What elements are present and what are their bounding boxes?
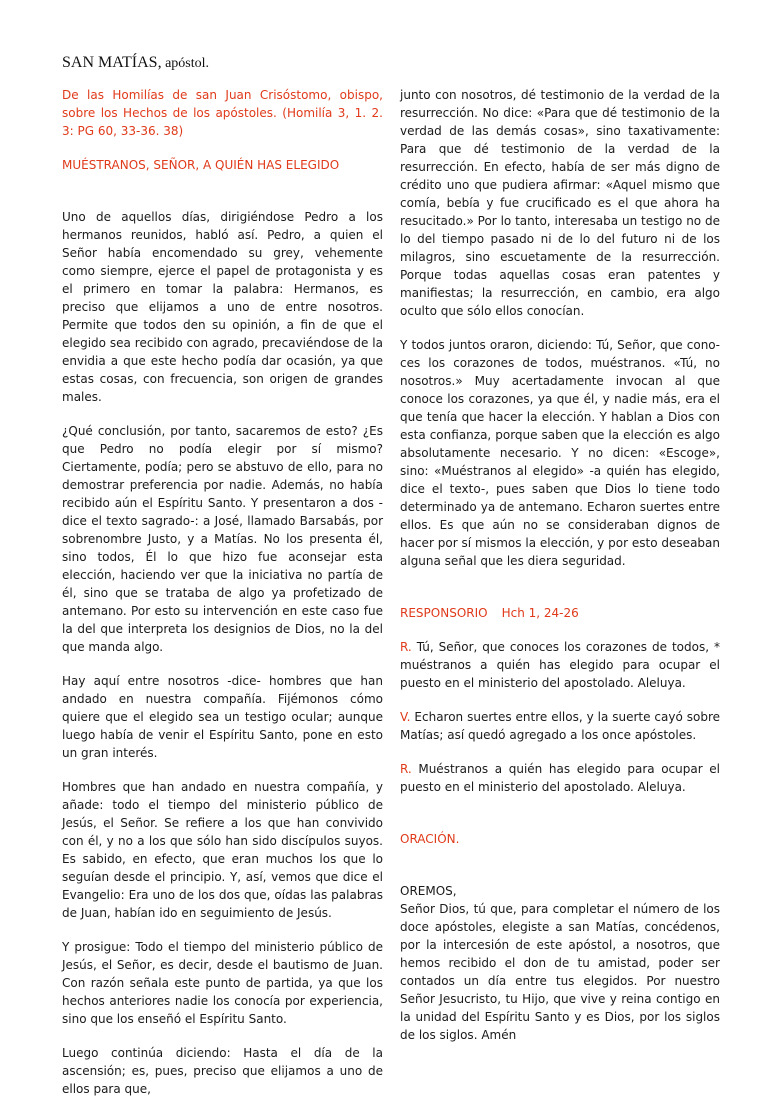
response-marker: R. xyxy=(400,762,412,776)
responsory-item xyxy=(400,760,720,796)
verse-marker: V. xyxy=(400,710,411,724)
responsory-heading xyxy=(400,604,720,622)
prayer-text: Señor Dios, tú que, para completar el número de los doce apóstoles, elegiste a san Matías, concédenos, por la intercesión de este apóstol, a nosotros, que hemos recibido el don de tu amistad, poder ser contados un día entre tus elegidos. Por nuestro Señor Jesucristo, tu Hijo, que vive y reina contigo en la unidad del Espíritu Santo y es Dios, por los siglos de los siglos. Amén xyxy=(400,902,720,1042)
page-title xyxy=(62,54,209,72)
right-column xyxy=(400,86,720,1044)
responsory-item xyxy=(400,708,720,744)
saint-rank: apóstol. xyxy=(161,56,210,71)
paragraph: Hay aquí entre nosotros -dice- hombres que han andado en nuestra compañía. Fijémonos cómo quiere que el elegido sea un testigo ocular; aunque luego había de venir el Espíritu Santo, pone en esto un gran interés. xyxy=(62,674,383,760)
left-column xyxy=(62,86,383,1114)
response-marker: R. xyxy=(400,640,412,654)
paragraph: Uno de aquellos días, dirigiéndose Pedro a los hermanos reunidos, habló así. Pedro, a quien el Señor había encomendado su grey, vehemente como siempre, ejerce el papel de protagonista y es el primero en tomar la palabra: Hermanos, es preciso que elijamos a uno de entre nosotros. Permite que todos den su opinión, a fin de que el elegido sea recibido con agrado, precaviéndose de la envidia a que este hecho podía dar ocasión, ya que estas cosas, con frecuencia, son origen de grandes males. xyxy=(62,210,383,404)
responsory-item xyxy=(400,638,720,692)
paragraph: junto con nosotros, dé testimonio de la verdad de la resurrección. No dice: «Para que dé testimonio de la verdad de las demás cosas», sino taxativamente: Para que dé testimonio de la verdad de la resurrección. En efecto, había de ser más digno de crédito uno que pudiera afirmar: «Aquel mismo que comía, bebía y fue crucificado es el que ahora ha resucitado.» Por lo tanto, interesaba un testigo no de lo del tiempo pasado ni de lo del futuro ni de los milagros, sino escuetamente de la resurrección. Porque todas aquellas cosas eran patentes y manifiestas; la resurrección, en cambio, era algo oculto que sólo ellos conocían. xyxy=(400,88,720,318)
prayer-body xyxy=(400,882,720,1044)
responsory-label: RESPONSORIO xyxy=(400,606,488,620)
prayer-invitation: OREMOS, xyxy=(400,884,457,898)
paragraph: ¿Qué conclusión, por tanto, sacaremos de esto? ¿Es que Pedro no podía elegir por sí mismo? Ciertamente, podía; pero se abstuvo de ello, para no demostrar preferencia por nadie. Además, no había recibido aún el Espíritu Santo. Y presentaron a dos -dice el texto sagrado-: a José, llamado Barsabás, por sobrenombre Justo, y a Matías. No los presenta él, sino todos, Él lo que hizo fue aconsejar esta elección, haciendo ver que la iniciativa no partía de él, sino que se trataba de algo ya profetizado de antemano. Por esto su intervención en este caso fue la del que interpreta los designios de Dios, no la del que manda algo. xyxy=(62,424,383,654)
paragraph: Luego continúa diciendo: Hasta el día de la ascensión; es, pues, preciso que elijamos a uno de ellos para que, xyxy=(62,1046,383,1096)
saint-name: SAN MATÍAS, xyxy=(62,54,162,71)
reading-source: De las Homilías de san Juan Crisóstomo, obispo, sobre los Hechos de los apóstoles. (Homilía 3, 1. 2. 3: PG 60, 33-36. 38) xyxy=(62,88,383,138)
reading-heading: MUÉSTRANOS, SEÑOR, A QUIÉN HAS ELEGIDO xyxy=(62,158,340,172)
paragraph: Hombres que han andado en nuestra compañía, y añade: todo el tiempo del ministerio público de Jesús, el Señor. Se refiere a los que han convivido con él, y no a los que sólo han sido discípulos suyos. Es sabido, en efecto, que eran muchos los que lo seguían desde el principio. Y, así, vemos que dice el Evangelio: Era uno de los dos que, oídas las palabras de Juan, habían ido en seguimiento de Jesús. xyxy=(62,780,383,920)
response-text: Tú, Señor, que conoces los corazones de todos, * muéstranos a quién has elegido para ocupar el puesto en el ministerio del apostolado. Aleluya. xyxy=(400,640,720,690)
verse-text: Echaron suertes entre ellos, y la suerte cayó sobre Matías; así quedó agregado a los once apóstoles. xyxy=(400,710,720,742)
paragraph: Y prosigue: Todo el tiempo del ministerio público de Jesús, el Señor, es decir, desde el bautismo de Juan. Con razón señala este punto de partida, ya que los hechos anteriores nadie los conocía por experiencia, sino que los enseñó el Espíritu Santo. xyxy=(62,940,383,1026)
response-text: Muéstranos a quién has elegido para ocupar el puesto en el ministerio del apostolado. Aleluya. xyxy=(400,762,720,794)
responsory-reference: Hch 1, 24-26 xyxy=(501,606,579,620)
paragraph: Y todos juntos oraron, diciendo: Tú, Señor, que conoces los corazones de todos, muéstranos. «Tú, no nosotros.» Muy acertadamente invocan al que conoce los corazones, ya que él, y nadie más, era el que tenía que hacer la elección. Y hablan a Dios con esta confianza, porque saben que la elección es algo absolutamente necesario. Y no dicen: «Escoge», sino: «Muéstranos al elegido» -a quién has elegido, dice el texto-, pues saben que Dios lo tiene todo determinado ya de antemano. Echaron suertes entre ellos. Es que aún no se consideraban dignos de hacer por sí mismos la elección, y por esto deseaban alguna señal que les diera seguridad. xyxy=(400,338,720,568)
prayer-heading: ORACIÓN. xyxy=(400,832,460,846)
